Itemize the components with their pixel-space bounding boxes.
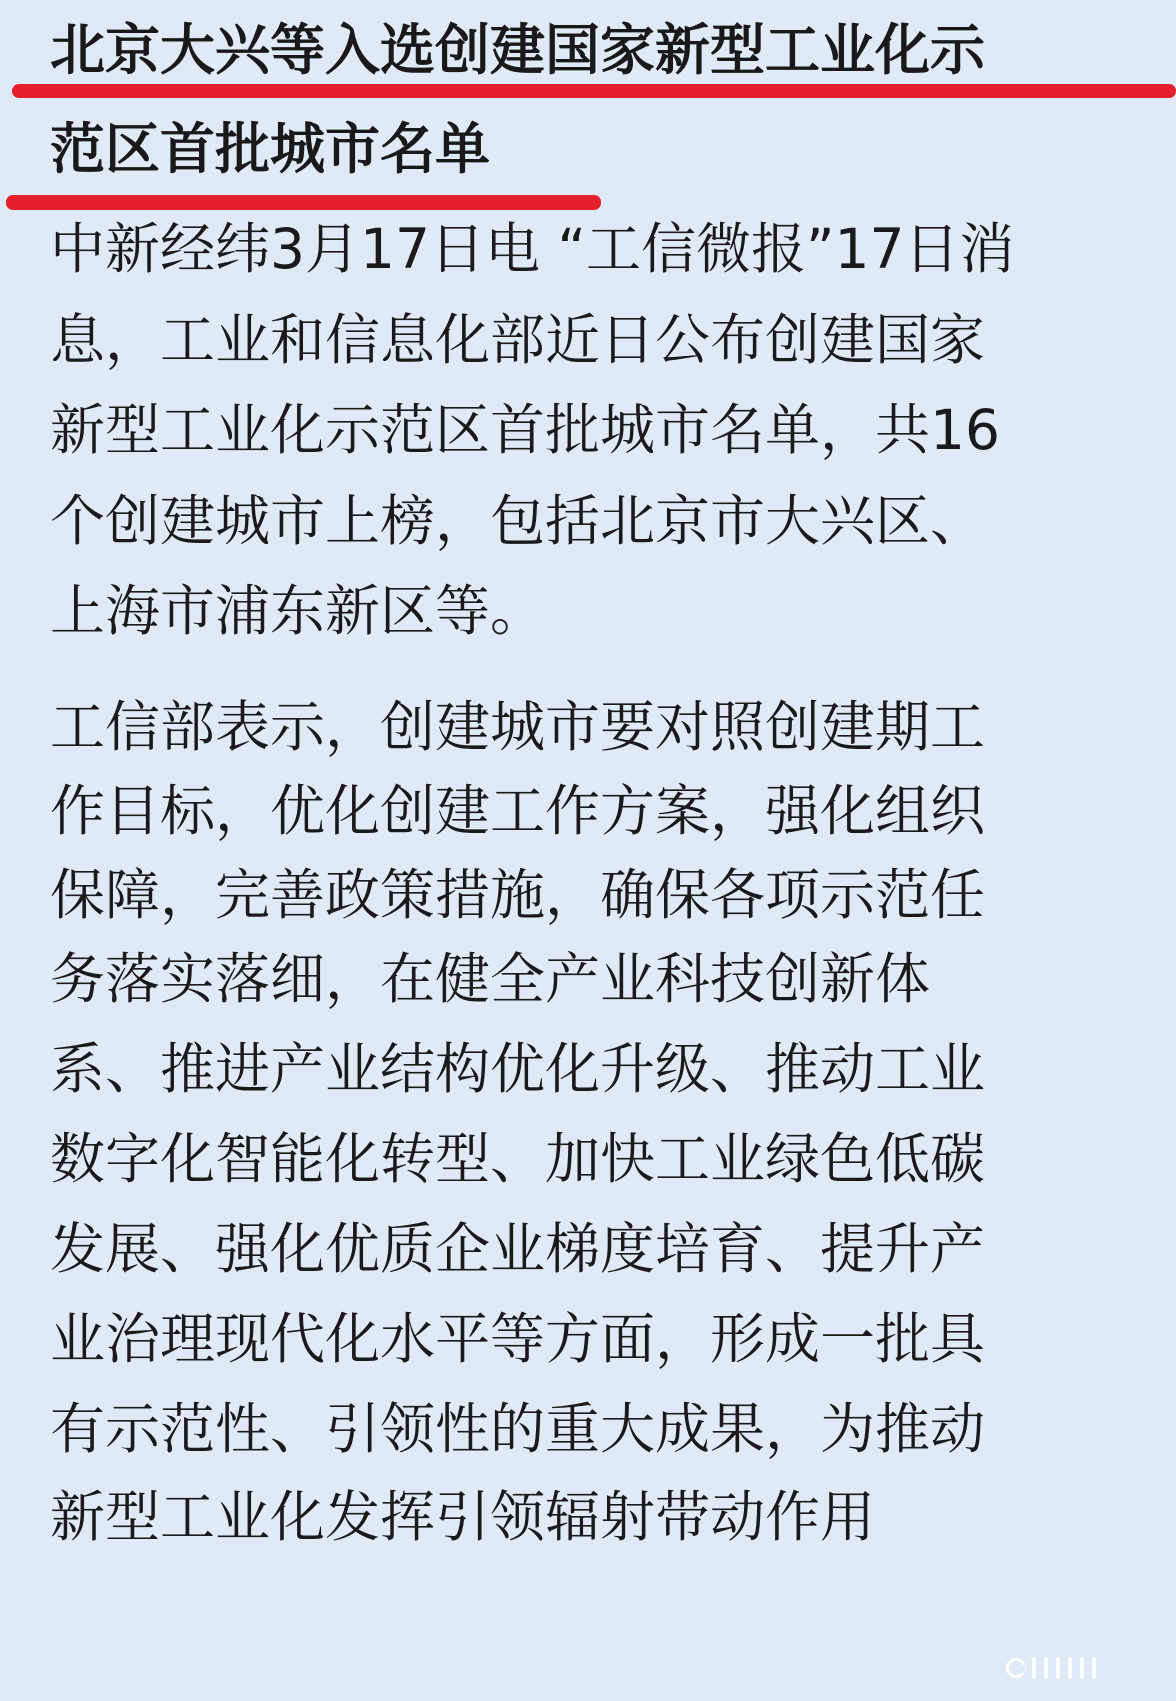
bar-icon	[1092, 1657, 1096, 1679]
bar-icon	[1044, 1657, 1048, 1679]
paragraph-2-line-10: 新型工业化发挥引领辐射带动作用	[50, 1485, 876, 1549]
paragraph-2-line-7: 发展、强化优质企业梯度培育、提升产	[50, 1217, 986, 1281]
paragraph-2-line-9: 有示范性、引领性的重大成果，为推动	[50, 1397, 986, 1461]
paragraph-1-line-3: 新型工业化示范区首批城市名单，共16	[50, 398, 1000, 462]
bar-icon	[1056, 1657, 1060, 1679]
article-title-line-2: 范区首批城市名单	[50, 117, 491, 181]
paragraph-1-line-1: 中新经纬3月17日电 “工信微报”17日消	[50, 217, 1015, 281]
paragraph-2-line-8: 业治理现代化水平等方面，形成一批具	[50, 1307, 986, 1371]
paragraph-1-line-2: 息，工业和信息化部近日公布创建国家	[50, 308, 986, 372]
bar-icon	[1080, 1657, 1084, 1679]
title-underline-2	[6, 195, 601, 210]
article-title-line-1: 北京大兴等入选创建国家新型工业化示	[50, 18, 986, 82]
bars-icon	[1032, 1657, 1096, 1679]
paragraph-2-line-3: 保障，完善政策措施，确保各项示范任	[50, 863, 986, 927]
loading-watermark-icon	[1006, 1653, 1156, 1683]
bar-icon	[1032, 1657, 1036, 1679]
bar-icon	[1068, 1657, 1072, 1679]
ring-icon	[1006, 1658, 1026, 1678]
paragraph-2-line-5: 系、推进产业结构优化升级、推动工业	[50, 1037, 986, 1101]
paragraph-2-line-1: 工信部表示，创建城市要对照创建期工	[50, 695, 986, 759]
title-underline-1	[12, 84, 1176, 98]
paragraph-2-line-2: 作目标，优化创建工作方案，强化组织	[50, 779, 986, 843]
paragraph-2-line-6: 数字化智能化转型、加快工业绿色低碳	[50, 1127, 986, 1191]
paragraph-1-line-5: 上海市浦东新区等。	[50, 579, 546, 643]
paragraph-2-line-4: 务落实落细，在健全产业科技创新体	[50, 947, 931, 1011]
paragraph-1-line-4: 个创建城市上榜，包括北京市大兴区、	[50, 489, 986, 553]
